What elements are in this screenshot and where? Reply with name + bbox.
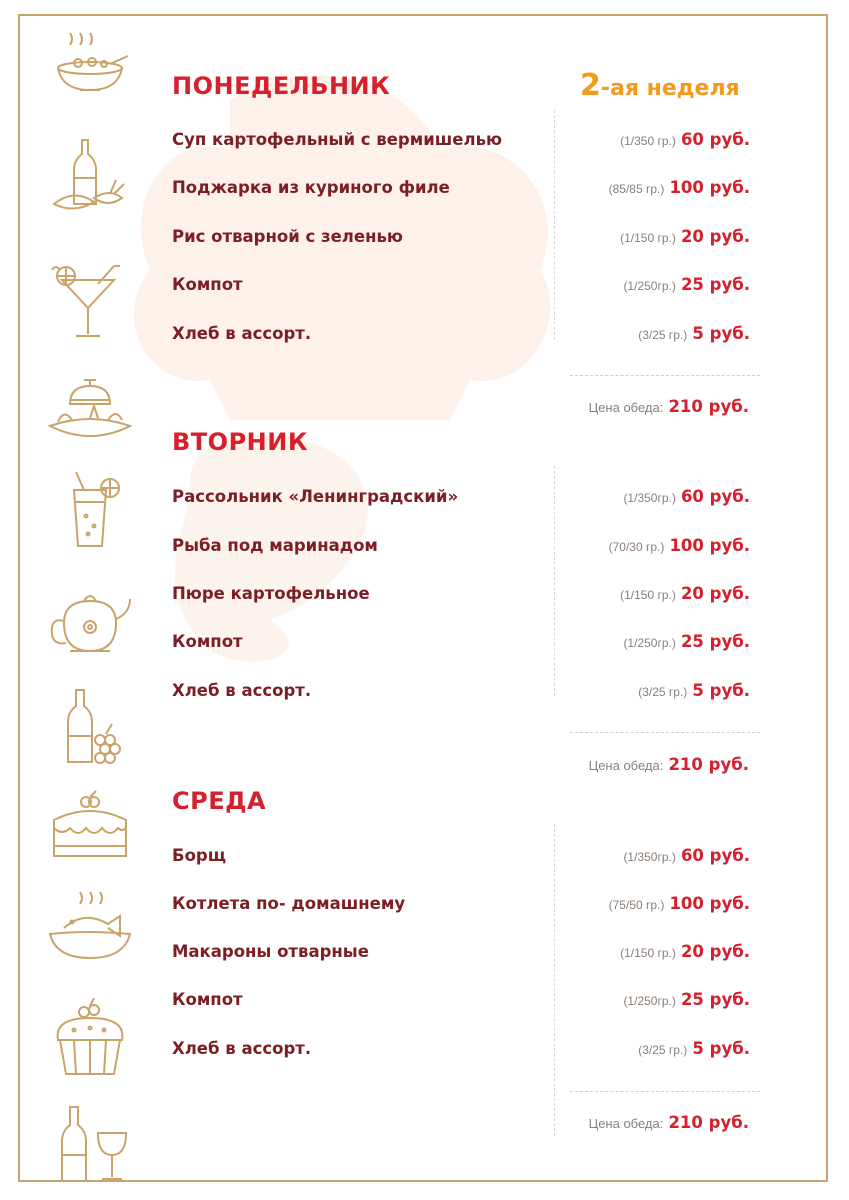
amount: 100 руб. (669, 536, 750, 555)
day-title-wednesday: СРЕДА (172, 787, 267, 815)
dish-price (620, 130, 750, 149)
dish-price (638, 681, 750, 700)
dish-name: Поджарка из куриного филе (172, 178, 450, 197)
dish-name: Компот (172, 632, 243, 651)
dish-name: Рис отварной с зеленью (172, 227, 403, 246)
dish-price (609, 894, 750, 913)
dish-price (623, 632, 750, 651)
menu-row (172, 178, 750, 208)
amount: 100 руб. (669, 178, 750, 197)
week-suffix: -ая неделя (600, 76, 740, 101)
dish-name: Рассольник «Ленинградский» (172, 487, 459, 506)
menu-row (172, 681, 750, 711)
menu-row (172, 846, 750, 876)
dish-name: Макароны отварные (172, 942, 369, 961)
juice-glass-icon (40, 470, 140, 550)
dish-price (609, 536, 750, 555)
week-number: 2 (580, 68, 601, 103)
portion: (3/25 гр.) (638, 685, 688, 699)
dish-price (609, 178, 750, 197)
dish-name: Рыба под маринадом (172, 536, 378, 555)
menu-row (172, 324, 750, 354)
portion: (1/350гр.) (623, 850, 676, 864)
amount: 100 руб. (669, 894, 750, 913)
menu-row (172, 632, 750, 662)
dish-name: Компот (172, 275, 243, 294)
portion: (85/85 гр.) (608, 182, 665, 196)
dish-price (623, 846, 750, 865)
total-label: Цена обеда: (588, 758, 664, 773)
menu-row (172, 536, 750, 566)
cocktail-glass-icon (40, 260, 140, 340)
amount: 60 руб. (680, 846, 750, 865)
portion: (1/250гр.) (623, 636, 676, 650)
steaming-bowl-icon (40, 30, 140, 110)
portion: (1/250гр.) (623, 994, 676, 1008)
portion: (1/350 гр.) (620, 134, 676, 148)
week-label (580, 68, 740, 103)
lunch-total (589, 755, 749, 774)
separator-horizontal (570, 375, 760, 376)
lunch-total (589, 397, 749, 416)
dish-name: Хлеб в ассорт. (172, 681, 312, 700)
portion: (1/350гр.) (623, 491, 676, 505)
dish-price (620, 942, 750, 961)
portion: (1/150 гр.) (620, 946, 676, 960)
bottle-and-wineglass-icon (40, 1105, 140, 1185)
portion: (75/50 гр.) (608, 898, 665, 912)
separator-horizontal (570, 732, 760, 733)
teapot-with-food-icon (40, 370, 140, 450)
amount: 20 руб. (680, 584, 750, 603)
amount: 25 руб. (680, 990, 750, 1009)
total-price: 210 руб. (668, 1113, 749, 1132)
portion: (3/25 гр.) (638, 328, 688, 342)
amount: 5 руб. (692, 324, 750, 343)
menu-row (172, 1039, 750, 1069)
amount: 25 руб. (680, 632, 750, 651)
amount: 60 руб. (680, 487, 750, 506)
hot-fish-dish-icon (40, 890, 140, 970)
portion: (1/150 гр.) (620, 231, 676, 245)
dish-price (623, 990, 750, 1009)
total-label: Цена обеда: (588, 1116, 664, 1131)
cake-with-cherry-icon (40, 790, 140, 870)
menu-row (172, 584, 750, 614)
total-label: Цена обеда: (588, 400, 664, 415)
menu-row (172, 990, 750, 1020)
day-title-monday: ПОНЕДЕЛЬНИК (172, 72, 391, 100)
dish-price (638, 324, 750, 343)
dish-name: Суп картофельный с вермишелью (172, 130, 503, 149)
dish-price (623, 487, 750, 506)
dish-name: Хлеб в ассорт. (172, 324, 312, 343)
dish-name: Борщ (172, 846, 226, 865)
total-price: 210 руб. (668, 755, 749, 774)
amount: 5 руб. (692, 681, 750, 700)
portion: (1/150 гр.) (620, 588, 676, 602)
flowered-teapot-icon (40, 585, 140, 665)
portion: (70/30 гр.) (608, 540, 665, 554)
dish-name: Пюре картофельное (172, 584, 370, 603)
bottle-with-vegetables-icon (40, 138, 140, 218)
wine-bottle-with-grapes-icon (40, 688, 140, 768)
menu-row (172, 487, 750, 517)
menu-row (172, 130, 750, 160)
day-title-tuesday: ВТОРНИК (172, 428, 308, 456)
dish-name: Хлеб в ассорт. (172, 1039, 312, 1058)
dish-price (620, 227, 750, 246)
amount: 5 руб. (692, 1039, 750, 1058)
cupcake-icon (40, 998, 140, 1078)
amount: 20 руб. (680, 942, 750, 961)
menu-row (172, 894, 750, 924)
separator-horizontal (570, 1091, 760, 1092)
total-price: 210 руб. (668, 397, 749, 416)
portion: (1/250гр.) (623, 279, 676, 293)
dish-price (623, 275, 750, 294)
amount: 25 руб. (680, 275, 750, 294)
dish-price (638, 1039, 750, 1058)
lunch-total (589, 1113, 749, 1132)
menu-row (172, 275, 750, 305)
dish-name: Котлета по- домашнему (172, 894, 406, 913)
menu-row (172, 942, 750, 972)
dish-price (620, 584, 750, 603)
menu-row (172, 227, 750, 257)
dish-name: Компот (172, 990, 243, 1009)
amount: 60 руб. (680, 130, 750, 149)
amount: 20 руб. (680, 227, 750, 246)
portion: (3/25 гр.) (638, 1043, 688, 1057)
